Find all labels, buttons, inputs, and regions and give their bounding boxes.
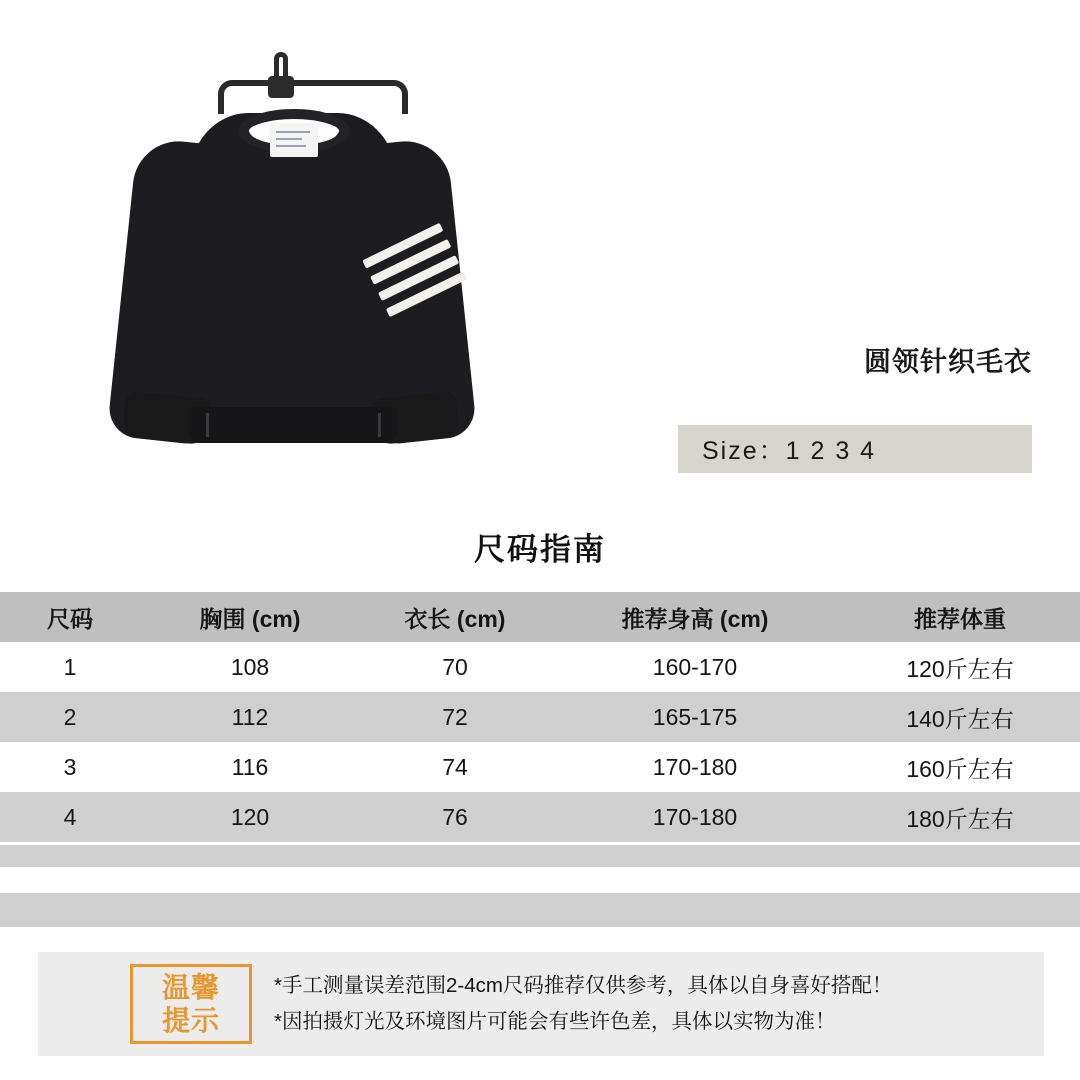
cell-height: 170-180 [652, 753, 738, 780]
cell-weight: 180斤左右 [906, 805, 1014, 832]
table-row [0, 642, 1080, 692]
cell-height: 170-180 [652, 803, 738, 830]
notice-line-2: *因拍摄灯光及环境图片可能会有些许色差，具体以实物为准！ [274, 1010, 836, 1033]
size-options-bar [678, 425, 1032, 473]
notice-box [38, 952, 1044, 1056]
cell-chest: 116 [231, 753, 269, 780]
page-title: 圆领针织毛衣 [864, 347, 1032, 377]
column-header-chest: 胸围 (cm) [199, 605, 301, 632]
size-options-label: Size：1 2 3 4 [702, 437, 877, 465]
cell-weight: 120斤左右 [906, 655, 1014, 682]
cell-weight: 140斤左右 [906, 705, 1014, 732]
column-header-length: 衣长 (cm) [404, 605, 506, 632]
table-row [0, 792, 1080, 842]
cell-length: 70 [442, 653, 468, 680]
notice-badge-line1: 温馨 [161, 971, 220, 1003]
notice-text [274, 968, 892, 1040]
cell-chest: 120 [230, 803, 270, 830]
cell-size: 4 [63, 803, 77, 830]
cell-weight: 160斤左右 [906, 755, 1014, 782]
size-guide-heading: 尺码指南 [474, 532, 606, 567]
cell-chest: 112 [231, 703, 269, 730]
column-header-height: 推荐身高 (cm) [621, 605, 769, 632]
cell-size: 1 [63, 653, 77, 680]
size-table [0, 592, 1080, 842]
notice-line-1: *手工测量误差范围2-4cm尺码推荐仅供参考，具体以自身喜好搭配！ [274, 974, 893, 998]
notice-badge [130, 964, 252, 1044]
notice-badge-line2: 提示 [161, 1005, 220, 1036]
cell-chest: 108 [230, 653, 270, 680]
divider-band [0, 893, 1080, 927]
divider-band [0, 845, 1080, 867]
table-row [0, 692, 1080, 742]
cell-length: 74 [442, 753, 468, 780]
table-header-row [0, 592, 1080, 642]
cell-height: 160-170 [652, 653, 738, 680]
cell-size: 2 [63, 703, 77, 730]
product-title-block [864, 340, 1032, 379]
brand-label [270, 123, 318, 157]
cell-length: 76 [442, 803, 468, 830]
sweater-illustration [110, 95, 470, 465]
cell-length: 72 [442, 703, 468, 730]
column-header-size: 尺码 [47, 605, 93, 632]
table-row [0, 742, 1080, 792]
cell-size: 3 [63, 753, 77, 780]
cell-height: 165-175 [652, 703, 738, 730]
column-header-weight: 推荐体重 [914, 605, 1006, 632]
product-photo [0, 0, 640, 500]
